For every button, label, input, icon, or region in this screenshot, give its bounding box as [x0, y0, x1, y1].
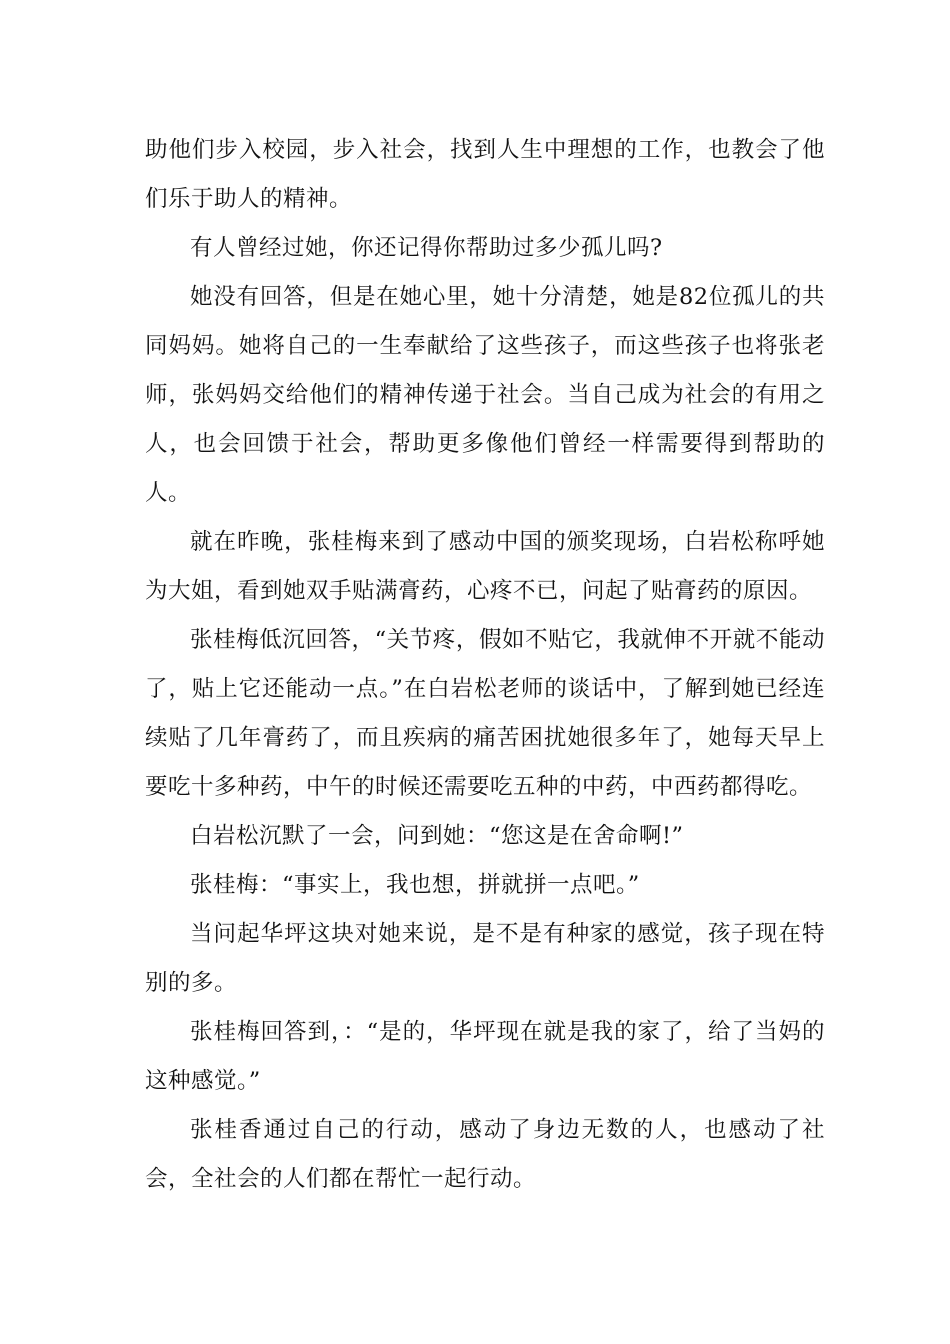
- paragraph-10: 张桂香通过自己的行动，感动了身边无数的人，也感动了社会，全社会的人们都在帮忙一起行动。: [145, 1117, 825, 1192]
- paragraph-9: 张桂梅回答到，：“是的，华坪现在就是我的家了，给了当妈的这种感觉。”: [145, 1019, 825, 1094]
- paragraph-1: 助他们步入校园，步入社会，找到人生中理想的工作，也教会了他们乐于助人的精神。: [145, 137, 825, 212]
- paragraph-4: 就在昨晚，张桂梅来到了感动中国的颁奖现场，白岩松称呼她为大姐，看到她双手贴满膏药，心疼不已，问起了贴膏药的原因。: [145, 529, 825, 604]
- paragraph-5: 张桂梅低沉回答，“关节疼，假如不贴它，我就伸不开就不能动了，贴上它还能动一点。”在白岩松老师的谈话中，了解到她已经连续贴了几年膏药了，而且疾病的痛苦困扰她很多年了，她每天早上要吃十多种药，中午的时候还需要吃五种的中药，中西药都得吃。: [145, 627, 825, 800]
- document-body: [145, 126, 825, 1204]
- paragraph-2: 有人曾经过她，你还记得你帮助过多少孤儿吗?: [190, 235, 663, 261]
- paragraph-8: 当问起华坪这块对她来说，是不是有种家的感觉，孩子现在特别的多。: [145, 921, 825, 996]
- paragraph-6: 白岩松沉默了一会，问到她：“您这是在舍命啊!”: [190, 823, 684, 849]
- paragraph-7: 张桂梅：“事实上，我也想，拼就拼一点吧。”: [190, 872, 640, 898]
- paragraph-3: 她没有回答，但是在她心里，她十分清楚，她是82位孤儿的共同妈妈。她将自己的一生奉献给了这些孩子，而这些孩子也将张老师，张妈妈交给他们的精神传递于社会。当自己成为社会的有用之人，也会回馈于社会，帮助更多像他们曾经一样需要得到帮助的人。: [145, 284, 825, 506]
